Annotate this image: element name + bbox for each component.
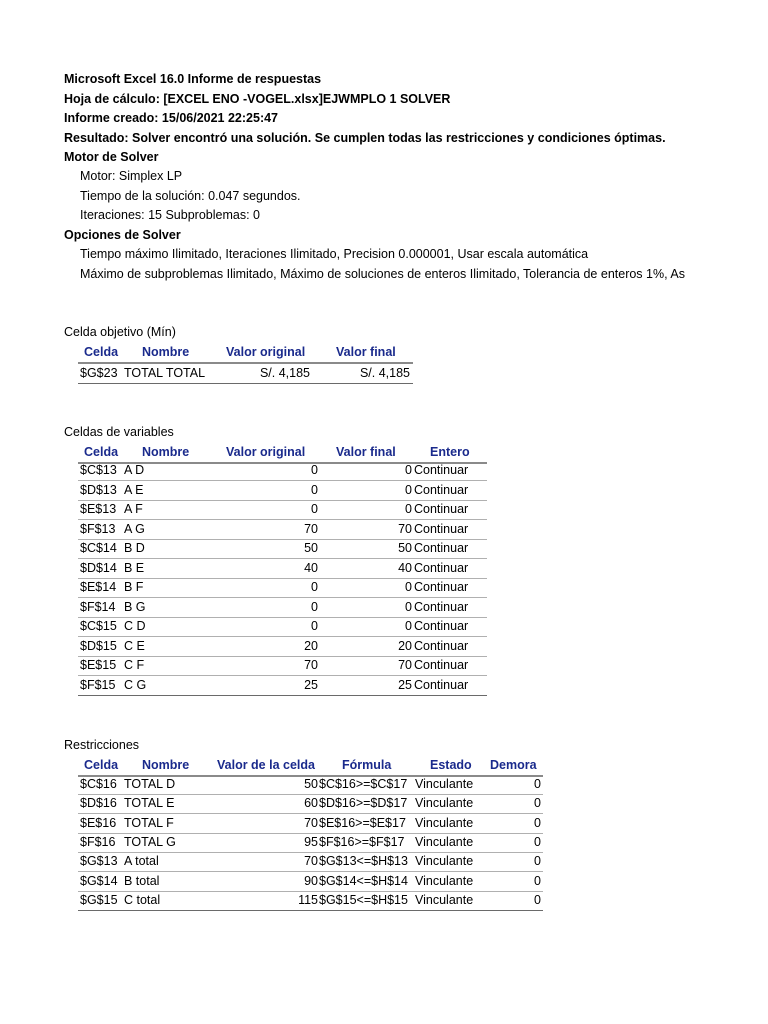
cell-final: 20 — [398, 638, 412, 653]
cell-name: B E — [124, 560, 145, 575]
cell-integer: Continuar — [414, 482, 469, 497]
cell-ref: $D$14 — [80, 560, 117, 575]
cell-formula: $G$15<=$H$15 — [319, 892, 408, 907]
cell-formula: $D$16>=$D$17 — [319, 796, 408, 811]
cell-ref: $C$15 — [80, 619, 117, 633]
col-header-name: Nombre — [142, 445, 190, 459]
constraint-row — [78, 794, 543, 814]
cell-formula: $G$13<=$H$13 — [319, 854, 408, 869]
cell-status: Vinculante — [415, 777, 474, 791]
cell-integer: Continuar — [414, 541, 469, 555]
cell-final: 40 — [398, 560, 412, 575]
cell-value: 115 — [298, 892, 318, 907]
cell-value: 95 — [304, 834, 318, 849]
col-header-formula: Fórmula — [342, 758, 392, 772]
constraint-row — [78, 833, 543, 853]
cell-final: 0 — [405, 619, 412, 633]
cell-ref: $G$15 — [80, 892, 118, 907]
cell-ref: $G$14 — [80, 873, 118, 888]
cell-integer: Continuar — [414, 619, 469, 633]
cell-ref: $D$15 — [80, 638, 117, 653]
cell-name: A E — [124, 482, 144, 497]
variable-row — [78, 598, 487, 618]
cell-name: TOTAL TOTAL — [124, 366, 206, 380]
cell-status: Vinculante — [415, 796, 474, 811]
cell-final: 0 — [405, 482, 412, 497]
col-header-final: Valor final — [336, 345, 396, 359]
cell-name: A D — [124, 463, 145, 477]
cell-name: TOTAL D — [124, 777, 176, 791]
cell-final: 0 — [405, 463, 412, 477]
cell-name: B total — [124, 873, 160, 888]
cell-value: 90 — [304, 873, 318, 888]
cell-ref: $E$16 — [80, 815, 117, 830]
cell-ref: $C$13 — [80, 463, 117, 477]
cell-status: Vinculante — [415, 854, 474, 869]
variable-row — [78, 481, 487, 501]
cell-original: 0 — [311, 502, 318, 516]
cell-name: B G — [124, 599, 146, 614]
cell-formula: $C$16>=$C$17 — [319, 777, 408, 791]
col-header-cell: Celda — [84, 445, 119, 459]
cell-ref: $G$13 — [80, 854, 118, 869]
cell-integer: Continuar — [414, 502, 469, 516]
worksheet-line: Hoja de cálculo: [EXCEL ENO -VOGEL.xlsx]EJWMPLO 1 SOLVER — [64, 92, 451, 106]
cell-name: A G — [124, 521, 145, 536]
cell-original: 50 — [304, 541, 318, 555]
cell-ref: $F$16 — [80, 834, 116, 849]
cell-slack: 0 — [534, 777, 541, 791]
cell-name: B D — [124, 541, 145, 555]
cell-integer: Continuar — [414, 580, 469, 594]
cell-integer: Continuar — [414, 677, 469, 692]
col-header-slack: Demora — [490, 758, 537, 772]
variable-row — [78, 559, 487, 579]
cell-name: C F — [124, 658, 145, 672]
cell-final: 50 — [398, 541, 412, 555]
cell-slack: 0 — [534, 854, 541, 869]
cell-name: C G — [124, 677, 147, 692]
motor-iterations-line: Iteraciones: 15 Subproblemas: 0 — [80, 208, 260, 222]
options-line-2: Máximo de subproblemas Ilimitado, Máximo de soluciones de enteros Ilimitado, Tolerancia de enteros 1%, As — [80, 267, 685, 281]
cell-original: S/. 4,185 — [259, 366, 310, 380]
cell-ref: $G$23 — [80, 366, 118, 380]
variables-title: Celdas de variables — [64, 425, 174, 439]
cell-final: 0 — [405, 580, 412, 594]
col-header-integer: Entero — [430, 445, 470, 459]
variable-row — [78, 637, 487, 657]
report-title: Microsoft Excel 16.0 Informe de respuestas — [64, 72, 322, 86]
cell-formula: $F$16>=$F$17 — [319, 834, 405, 849]
cell-slack: 0 — [534, 834, 541, 849]
cell-ref: $E$14 — [80, 580, 117, 594]
cell-final: 70 — [398, 521, 412, 536]
variable-row — [78, 676, 487, 696]
col-header-cell: Celda — [84, 345, 119, 359]
cell-final: 70 — [398, 658, 412, 672]
objective-header-row — [78, 342, 413, 364]
cell-name: TOTAL E — [124, 796, 175, 811]
motor-section-title: Motor de Solver — [64, 150, 159, 164]
cell-name: B F — [124, 580, 144, 594]
cell-original: 70 — [304, 658, 318, 672]
cell-ref: $F$14 — [80, 599, 116, 614]
cell-integer: Continuar — [414, 638, 469, 653]
variable-row — [78, 539, 487, 559]
cell-value: 60 — [304, 796, 318, 811]
cell-original: 25 — [304, 677, 318, 692]
cell-original: 70 — [304, 521, 318, 536]
cell-slack: 0 — [534, 815, 541, 830]
cell-name: C total — [124, 892, 161, 907]
constraint-row — [78, 775, 543, 795]
variable-row — [78, 617, 487, 637]
cell-value: 70 — [304, 815, 318, 830]
cell-name: A F — [124, 502, 143, 516]
options-section-title: Opciones de Solver — [64, 228, 181, 242]
cell-status: Vinculante — [415, 873, 474, 888]
constraint-row — [78, 814, 543, 834]
options-line-1: Tiempo máximo Ilimitado, Iteraciones Ilimitado, Precision 0.000001, Usar escala automática — [80, 247, 589, 261]
cell-ref: $E$15 — [80, 658, 117, 672]
cell-ref: $F$15 — [80, 677, 116, 692]
col-header-final: Valor final — [336, 445, 396, 459]
cell-status: Vinculante — [415, 892, 474, 907]
cell-ref: $D$13 — [80, 482, 117, 497]
cell-original: 0 — [311, 463, 318, 477]
cell-value: 50 — [304, 777, 318, 791]
created-line: Informe creado: 15/06/2021 22:25:47 — [64, 111, 279, 125]
constraint-row — [78, 872, 543, 892]
variable-row — [78, 656, 487, 676]
objective-title: Celda objetivo (Mín) — [64, 325, 176, 339]
cell-ref: $E$13 — [80, 502, 117, 516]
cell-original: 0 — [311, 482, 318, 497]
col-header-cell: Celda — [84, 758, 119, 772]
constraints-header-row — [78, 755, 543, 777]
cell-integer: Continuar — [414, 599, 469, 614]
motor-engine-line: Motor: Simplex LP — [80, 169, 183, 183]
cell-original: 0 — [311, 619, 318, 633]
col-header-name: Nombre — [142, 345, 190, 359]
cell-value: 70 — [304, 854, 318, 869]
cell-integer: Continuar — [414, 521, 469, 536]
variable-row — [78, 578, 487, 598]
cell-original: 40 — [304, 560, 318, 575]
constraint-row — [78, 852, 543, 872]
constraint-row — [78, 891, 543, 911]
cell-slack: 0 — [534, 892, 541, 907]
cell-name: TOTAL G — [124, 834, 176, 849]
cell-original: 0 — [311, 580, 318, 594]
cell-ref: $D$16 — [80, 796, 117, 811]
cell-integer: Continuar — [414, 560, 469, 575]
cell-name: C E — [124, 638, 145, 653]
cell-status: Vinculante — [415, 815, 474, 830]
cell-ref: $F$13 — [80, 521, 116, 536]
variable-row — [78, 500, 487, 520]
cell-ref: $C$16 — [80, 777, 117, 791]
variable-row — [78, 520, 487, 540]
cell-name: C D — [124, 619, 146, 633]
motor-time-line: Tiempo de la solución: 0.047 segundos. — [80, 189, 301, 203]
cell-final: 0 — [405, 599, 412, 614]
cell-final: 25 — [398, 677, 412, 692]
cell-ref: $C$14 — [80, 541, 117, 555]
cell-formula: $E$16>=$E$17 — [319, 815, 406, 830]
variable-row — [78, 461, 487, 481]
cell-slack: 0 — [534, 873, 541, 888]
cell-name: A total — [124, 854, 159, 869]
col-header-original: Valor original — [226, 345, 306, 359]
objective-row — [78, 364, 413, 384]
cell-original: 20 — [304, 638, 318, 653]
cell-final: S/. 4,185 — [359, 366, 410, 380]
col-header-status: Estado — [430, 758, 472, 772]
cell-status: Vinculante — [415, 834, 474, 849]
cell-integer: Continuar — [414, 463, 469, 477]
cell-formula: $G$14<=$H$14 — [319, 873, 408, 888]
col-header-value: Valor de la celda — [217, 758, 315, 772]
cell-name: TOTAL F — [124, 815, 174, 830]
cell-final: 0 — [405, 502, 412, 516]
result-line: Resultado: Solver encontró una solución. Se cumplen todas las restricciones y condiciones óptimas. — [64, 131, 666, 145]
col-header-name: Nombre — [142, 758, 190, 772]
cell-original: 0 — [311, 599, 318, 614]
cell-slack: 0 — [534, 796, 541, 811]
cell-integer: Continuar — [414, 658, 469, 672]
constraints-title: Restricciones — [64, 738, 140, 752]
col-header-original: Valor original — [226, 445, 306, 459]
